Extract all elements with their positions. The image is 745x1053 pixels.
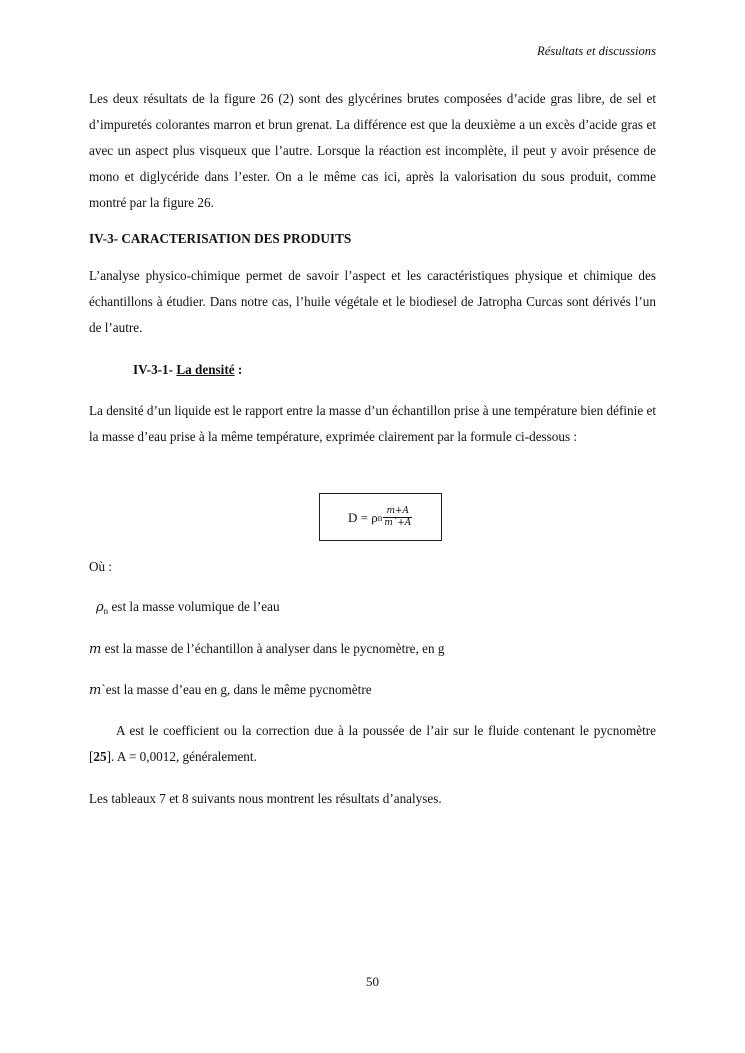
formula-box (319, 493, 442, 541)
paragraph-densite: La densité d’un liquide est le rapport entre la masse d’un échantillon prise à une température bien définie et la masse d’eau prise à la même température, exprimée clairement par la formule ci-dessous : (89, 403, 656, 444)
rho-text: est la masse volumique de l’eau (108, 599, 280, 614)
subsection-suffix: : (237, 362, 243, 377)
definition-rho (96, 597, 280, 621)
paragraph-analyse: L’analyse physico-chimique permet de savoir l’aspect et les caractéristiques physique et chimique des échantillons à étudier. Dans notre cas, l’huile végétale et le biodiesel de Jatropha Curcas sont dérivés l’un de l’autre. (89, 268, 656, 335)
subsection-title: La densité (176, 362, 235, 377)
definition-m (89, 639, 444, 660)
formula-subscript: n (377, 512, 383, 523)
formula-denominator: m`+A (384, 518, 412, 528)
formula-lhs: D = ρ (348, 509, 378, 525)
running-header: Résultats et discussions (537, 44, 656, 58)
reference-citation: 25 (93, 749, 107, 764)
paragraph-tableaux: Les tableaux 7 et 8 suivants nous montrent les résultats d’analyses. (89, 791, 442, 806)
definition-a (89, 718, 656, 770)
page-number: 50 (366, 974, 379, 989)
subsection-number: IV-3-1- (133, 362, 174, 377)
formula-fraction (383, 506, 412, 529)
rho-symbol: ρ (96, 600, 104, 615)
m-prime-text: `est la masse d’eau en g, dans le même pycnomètre (101, 682, 372, 697)
a-text-before: A est le coefficient ou la correction due à la poussée de l’air sur le fluide contenant le pycnomètre [ (89, 723, 656, 764)
density-formula (348, 506, 412, 529)
rho-subscript: n (103, 606, 109, 616)
formula-numerator: m+A (386, 506, 410, 516)
section-heading: IV-3- CARACTERISATION DES PRODUITS (89, 231, 352, 246)
subsection-heading (133, 360, 242, 380)
where-label: Où : (89, 559, 113, 574)
m-prime-symbol: m (89, 683, 102, 698)
paragraph-glycerine: Les deux résultats de la figure 26 (2) sont des glycérines brutes composées d’acide gras libre, de sel et d’impuretés colorantes marron et brun grenat. La différence est que la deuxième a un excès d’acide gras et avec un aspect plus visqueux que l’autre. Lorsque la réaction est incomplète, il peut y avoir présence de mono et diglycéride dans l’ester. On a le même cas ici, après la valorisation du sous produit, comme montré par la figure 26. (89, 91, 656, 210)
definition-m-prime (89, 680, 372, 701)
a-text-after: ]. A = 0,0012, généralement. (106, 749, 257, 764)
m-symbol: m (89, 642, 102, 657)
m-text: est la masse de l’échantillon à analyser dans le pycnomètre, en g (101, 641, 445, 656)
